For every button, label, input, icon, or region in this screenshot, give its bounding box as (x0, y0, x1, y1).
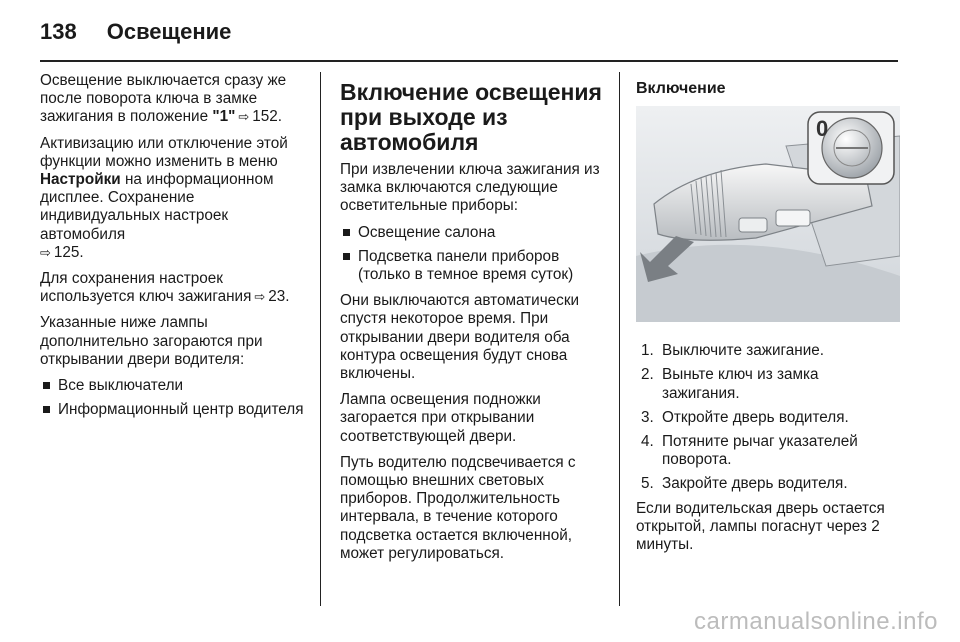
section-heading: Включение освещения при выходе из автомобиля (340, 79, 602, 155)
bullet-list (40, 377, 304, 419)
paragraph: Они выключаются автоматически спустя некоторое время. При открывании двери водителя оба контура освещения будут снова включены. (340, 292, 580, 383)
page-ref-arrow-icon: ⇨ (254, 289, 266, 305)
column-1 (40, 72, 304, 427)
page-ref-arrow-icon: ⇨ (238, 109, 250, 125)
paragraph: Путь водителю подсвечивается с помощью внешних световых приборов. Продолжительность интервала, в течение которого подсветка остается включенной, может регулироваться. (340, 453, 576, 562)
column-3 (636, 80, 900, 562)
paragraph: Если водительская дверь остается открытой, лампы погаснут через 2 минуты. (636, 499, 885, 554)
page-ref[interactable]: 125. (53, 243, 84, 261)
column-2 (340, 80, 608, 571)
paragraph: Активизацию или отключение этой функции можно изменить в меню Настройки на информационном дисплее. Сохранение индивидуальных настроек автомобиля ⇨ 125. (40, 134, 288, 261)
list-item: 1. Выключите зажигание. (641, 342, 825, 360)
paragraph: При извлечении ключа зажигания из замка включаются следующие осветительные приборы: (340, 161, 600, 215)
position-0-label: 0 (816, 116, 829, 142)
list-item: 2. Выньте ключ из замка зажигания. (641, 366, 819, 402)
list-item: Все выключатели (40, 377, 304, 395)
list-item: 4. Потяните рычаг указателей поворота. (641, 433, 858, 469)
steps-list (636, 342, 900, 493)
list-item: Освещение салона (340, 224, 608, 242)
page-title: Освещение (106, 19, 232, 44)
paragraph: Лампа освещения подножки загорается при открывании соответствующей двери. (340, 391, 541, 445)
list-item: 3. Откройте дверь водителя. (641, 408, 849, 426)
lever-drawing (636, 106, 900, 322)
header-rule (40, 60, 898, 62)
paragraph: Для сохранения настроек используется ключ зажигания ⇨ 23. (40, 270, 290, 306)
column-divider (320, 72, 321, 606)
watermark: carmanualsonline.info (694, 608, 938, 635)
bullet-list (340, 224, 608, 285)
turn-signal-lever-illustration (636, 106, 900, 322)
paragraph: Указанные ниже лампы дополнительно загораются при открывании двери водителя: (40, 314, 263, 368)
list-item: Информационный центр водителя (40, 401, 304, 419)
ignition-position: "1" (212, 108, 236, 126)
list-item: 5. Закройте дверь водителя. (641, 475, 848, 493)
column-divider (619, 72, 620, 606)
list-item: Подсветка панели приборов (только в темное время суток) (340, 248, 608, 284)
menu-name: Настройки (40, 171, 121, 189)
subsection-heading: Включение (636, 80, 726, 97)
page-ref-arrow-icon: ⇨ (40, 244, 51, 260)
page-ref[interactable]: 23. (268, 288, 290, 306)
page-header (40, 12, 231, 52)
paragraph: Освещение выключается сразу же после поворота ключа в замке зажигания в положение "1" ⇨ 152. (40, 72, 287, 126)
page-number: 138 (40, 19, 77, 44)
page-ref[interactable]: 152. (252, 108, 283, 126)
